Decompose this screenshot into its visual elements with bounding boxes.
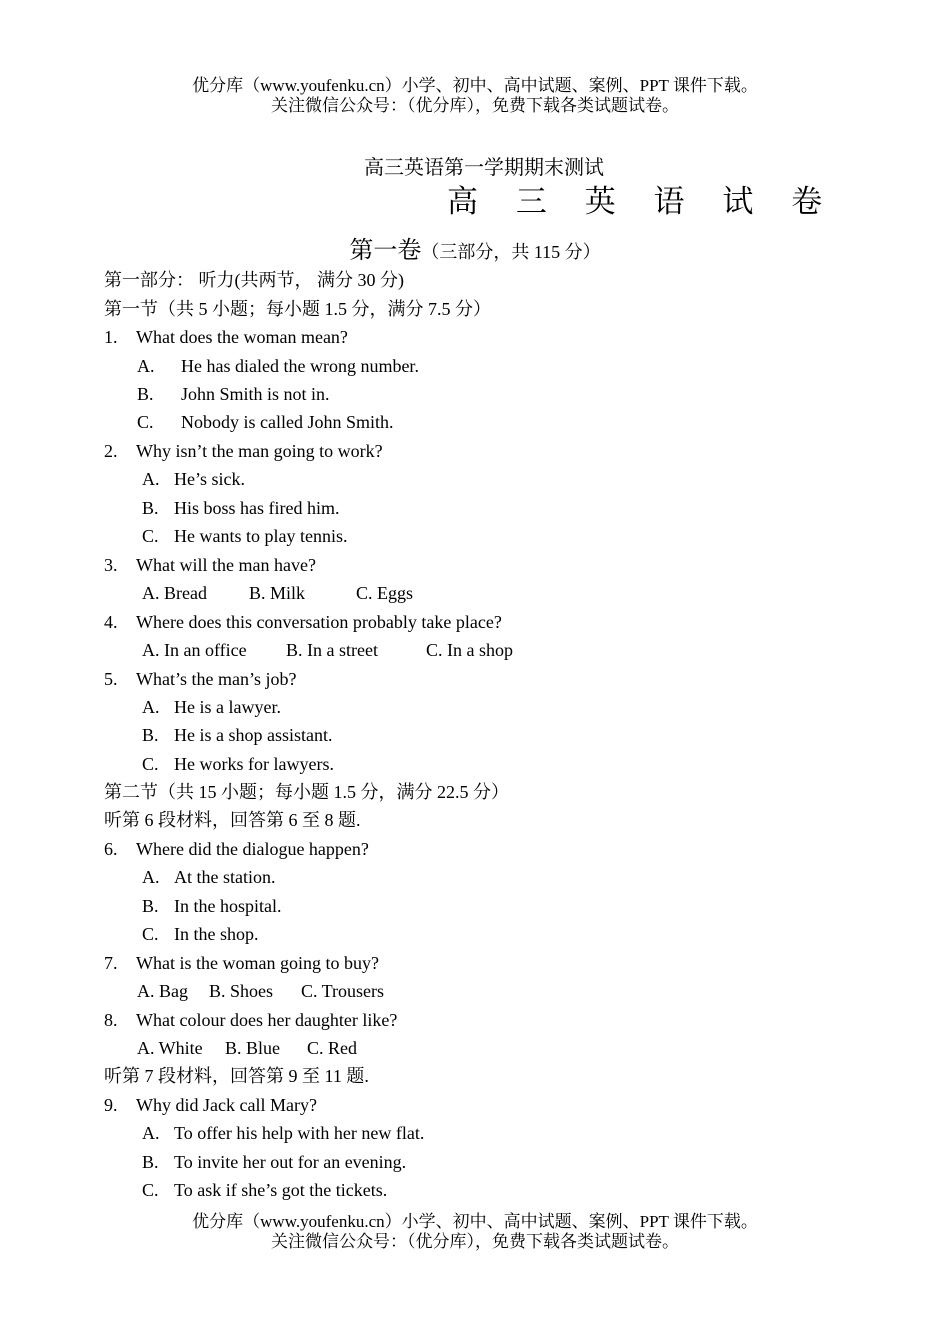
option-text: Nobody is called John Smith.: [181, 412, 394, 432]
option: [142, 750, 334, 778]
option: B. In a street: [286, 640, 378, 660]
option-text: He works for lawyers.: [174, 754, 334, 774]
option: [142, 920, 259, 948]
footer-line-1: 优分库（www.youfenku.cn）小学、初中、高中试题、案例、PPT 课件下载。: [192, 1212, 758, 1231]
question-number: 7.: [104, 953, 118, 973]
volume-note: （三部分，共 115 分）: [421, 242, 601, 262]
option: C. In a shop: [426, 640, 513, 660]
option-letter: A.: [137, 356, 155, 376]
question-number: 5.: [104, 669, 118, 689]
question-text: Why did Jack call Mary?: [136, 1095, 317, 1115]
question: [104, 665, 296, 693]
page-header: [0, 76, 950, 116]
option: A. In an office: [142, 640, 247, 660]
option: [142, 892, 281, 920]
question-number: 4.: [104, 612, 118, 632]
option: [142, 522, 347, 550]
option: C. Trousers: [301, 981, 385, 1001]
option-text: He’s sick.: [174, 469, 245, 489]
option-letter: A.: [142, 867, 160, 887]
question-number: 3.: [104, 555, 118, 575]
section-heading: 第一节（共 5 小题；每小题 1.5 分，满分 7.5 分）: [104, 299, 491, 319]
option-text: He is a shop assistant.: [174, 725, 333, 745]
option-text: He wants to play tennis.: [174, 526, 348, 546]
question-text: Why isn’t the man going to work?: [136, 441, 383, 461]
option-letter: C.: [142, 924, 159, 944]
option: A. Bag: [137, 981, 188, 1001]
option-letter: B.: [142, 498, 159, 518]
option-letter: C.: [142, 526, 159, 546]
option-text: He is a lawyer.: [174, 697, 281, 717]
question-text: Where did the dialogue happen?: [136, 839, 369, 859]
option-text: John Smith is not in.: [181, 384, 330, 404]
option: B. Milk: [249, 583, 306, 603]
question-number: 2.: [104, 441, 118, 461]
exam-title: 高 三 英 语 试 卷: [447, 184, 837, 220]
question: [104, 949, 379, 977]
option: [137, 380, 330, 408]
option: [142, 465, 245, 493]
option: B. Shoes: [209, 981, 274, 1001]
option-letter: B.: [142, 1152, 159, 1172]
question: [104, 1006, 397, 1034]
option-letter: A.: [142, 1123, 160, 1143]
question-number: 6.: [104, 839, 118, 859]
question-text: What will the man have?: [136, 555, 316, 575]
question: [104, 1091, 317, 1119]
option-letter: C.: [142, 1180, 159, 1200]
question-number: 8.: [104, 1010, 118, 1030]
option-letter: C.: [142, 754, 159, 774]
option: B. Blue: [225, 1038, 281, 1058]
option-text: In the hospital.: [174, 896, 282, 916]
option-letter: A.: [142, 469, 160, 489]
volume-heading: [0, 236, 950, 266]
option: C. Eggs: [356, 583, 414, 603]
option-letter: B.: [142, 896, 159, 916]
question-text: What does the woman mean?: [136, 327, 348, 347]
option: [142, 721, 332, 749]
option: A. White: [137, 1038, 203, 1058]
option-letter: B.: [137, 384, 154, 404]
question-text: What’s the man’s job?: [136, 669, 297, 689]
question: [104, 551, 316, 579]
option: [142, 693, 281, 721]
question: [104, 323, 348, 351]
page-footer: [0, 1212, 950, 1252]
volume-name: 第一卷: [349, 236, 422, 264]
option: C. Red: [307, 1038, 358, 1058]
option-letter: B.: [142, 725, 159, 745]
section-heading: 第二节（共 15 小题；每小题 1.5 分，满分 22.5 分）: [104, 782, 509, 802]
option-text: He has dialed the wrong number.: [181, 356, 419, 376]
question: [104, 437, 383, 465]
passage-instruction: 听第 6 段材料，回答第 6 至 8 题.: [104, 810, 361, 830]
question: [104, 608, 502, 636]
header-line-2: 关注微信公众号：（优分库），免费下载各类试题试卷。: [271, 96, 679, 115]
passage-instruction: 听第 7 段材料，回答第 9 至 11 题.: [104, 1066, 369, 1086]
option-text: To invite her out for an evening.: [174, 1152, 407, 1172]
question-number: 1.: [104, 327, 118, 347]
option: [137, 408, 394, 436]
question: [104, 835, 369, 863]
option-text: To ask if she’s got the tickets.: [174, 1180, 388, 1200]
option: [142, 1148, 406, 1176]
footer-line-2: 关注微信公众号：（优分库），免费下载各类试题试卷。: [271, 1232, 679, 1251]
question-text: What colour does her daughter like?: [136, 1010, 398, 1030]
option: [142, 1119, 424, 1147]
question-text: Where does this conversation probably take place?: [136, 612, 502, 632]
option-letter: C.: [137, 412, 154, 432]
option-text: In the shop.: [174, 924, 259, 944]
option: [142, 1176, 387, 1204]
exam-subtitle: 高三英语第一学期期末测试: [364, 157, 604, 179]
option-letter: A.: [142, 697, 160, 717]
option: [142, 494, 340, 522]
option: A. Bread: [142, 583, 207, 603]
option-text: To offer his help with her new flat.: [174, 1123, 425, 1143]
option-text: At the station.: [174, 867, 276, 887]
question-number: 9.: [104, 1095, 118, 1115]
option: [142, 863, 276, 891]
option-text: His boss has fired him.: [174, 498, 340, 518]
header-line-1: 优分库（www.youfenku.cn）小学、初中、高中试题、案例、PPT 课件下载。: [192, 76, 758, 95]
part-heading: 第一部分： 听力(共两节， 满分 30 分): [104, 270, 404, 290]
option: [137, 352, 419, 380]
question-text: What is the woman going to buy?: [136, 953, 379, 973]
